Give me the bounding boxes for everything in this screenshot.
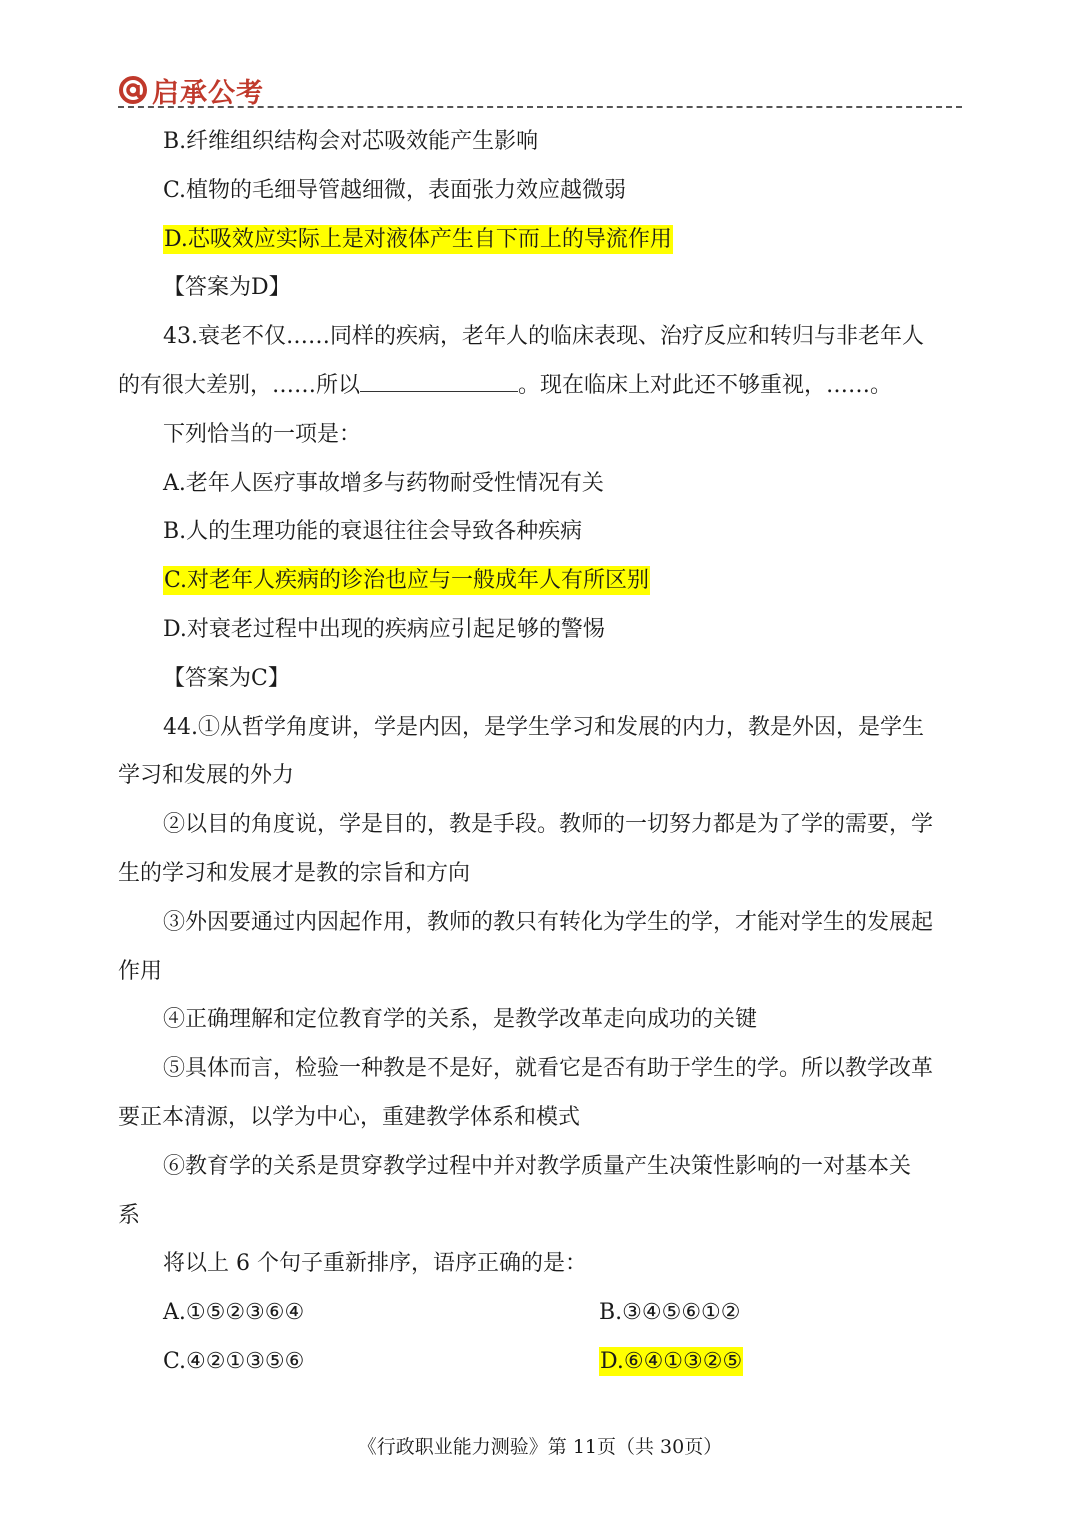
fill-blank (360, 369, 518, 392)
question-44-s3-line2: 作用 (118, 958, 163, 984)
question-43-line1: 43.衰老不仅……同样的疾病，老年人的临床表现、治疗反应和转归与非老年人 (163, 324, 924, 350)
question-44-s2-line1: ②以目的角度说，学是目的，教是手段。教师的一切努力都是为了学的需要，学 (163, 812, 934, 838)
question-44-s1-line2: 学习和发展的外力 (118, 763, 295, 789)
option-d-q42 (118, 216, 964, 265)
option-a-q44: A.①⑤②③⑥④ (163, 1300, 305, 1326)
question-43-prompt: 下列恰当的一项是： (163, 421, 362, 447)
question-44-s1-line1: 44.①从哲学角度讲，学是内因，是学生学习和发展的内力，教是外因，是学生 (163, 714, 924, 740)
option-b-q43: B.人的生理功能的衰退往往会导致各种疾病 (163, 519, 583, 545)
question-44-s6-line1: ⑥教育学的关系是贯穿教学过程中并对教学质量产生决策性影响的一对基本关 (163, 1153, 912, 1179)
question-44-s4: ④正确理解和定位教育学的关系，是教学改革走向成功的关键 (163, 1007, 758, 1033)
page-footer: 《行政职业能力测验》第 11页（共 30页） (357, 1436, 723, 1458)
question-44-s5-line1: ⑤具体而言，检验一种教是不是好，就看它是否有助于学生的学。所以教学改革 (163, 1056, 934, 1082)
option-c-q44: C.④②①③⑤⑥ (163, 1348, 305, 1374)
highlighted-answer: D.⑥④①③②⑤ (600, 1348, 743, 1374)
question-44-s2-line2: 生的学习和发展才是教的宗旨和方向 (118, 860, 471, 886)
document-body (118, 118, 964, 1387)
header (118, 72, 264, 108)
question-44-s5-line2: 要正本清源，以学为中心，重建教学体系和模式 (118, 1104, 581, 1130)
answer-q43: 【答案为C】 (163, 665, 290, 691)
question-43-text-b: 。现在临床上对此还不够重视，……。 (518, 372, 893, 398)
option-a-q43: A.老年人医疗事故增多与药物耐受性情况有关 (163, 470, 604, 496)
answer-q42: 【答案为D】 (163, 275, 291, 301)
option-b-q42: B.纤维组织结构会对芯吸效能产生影响 (163, 129, 539, 154)
at-sign-logo-icon (118, 75, 148, 105)
highlighted-answer: C.对老年人疾病的诊治也应与一般成年人有所区别 (164, 568, 650, 594)
question-43-text-a: 的有很大差别，……所以 (118, 372, 361, 398)
option-d-q44 (599, 1338, 743, 1387)
options-row-1 (118, 1289, 964, 1338)
question-43-line2 (118, 362, 964, 411)
question-44-prompt: 将以上 6 个句子重新排序，语序正确的是： (163, 1251, 587, 1277)
question-44-s3-line1: ③外因要通过内因起作用，教师的教只有转化为学生的学，才能对学生的发展起 (163, 909, 934, 935)
header-divider (118, 106, 962, 108)
brand-name: 启承公考 (152, 77, 264, 109)
option-c-q43 (118, 557, 964, 606)
highlighted-answer: D.芯吸效应实际上是对液体产生自下而上的导流作用 (164, 226, 672, 252)
option-b-q44: B.③④⑤⑥①② (599, 1300, 741, 1326)
option-c-q42: C.植物的毛细导管越细微，表面张力效应越微弱 (163, 177, 627, 203)
option-d-q43: D.对衰老过程中出现的疾病应引起足够的警惕 (163, 616, 605, 642)
question-44-s6-line2: 系 (118, 1202, 141, 1228)
options-row-2 (118, 1338, 964, 1387)
